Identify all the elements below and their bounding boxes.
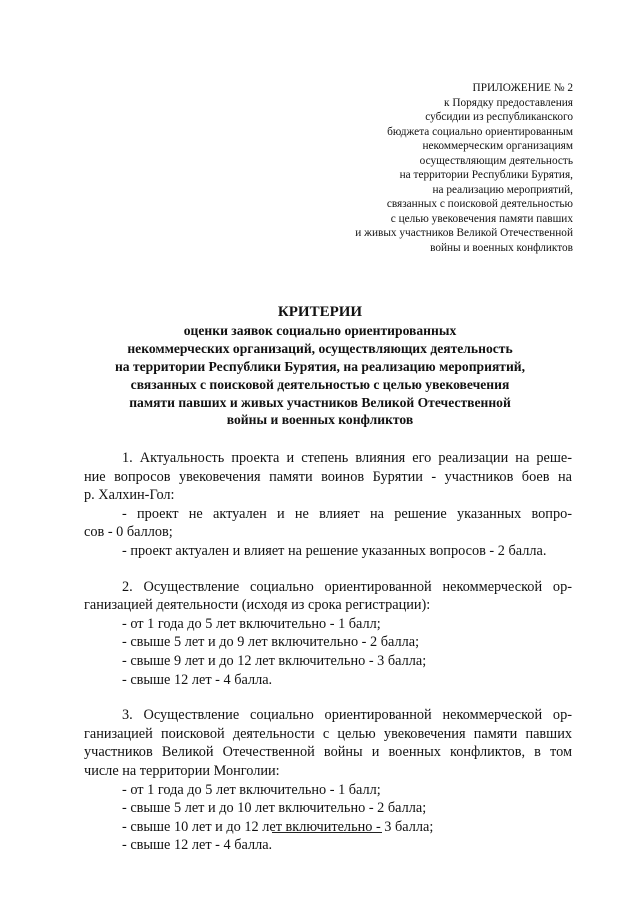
criterion-option: - свыше 5 лет и до 10 лет включительно - 2 балла; bbox=[122, 800, 427, 817]
criterion-text: ние вопросов увековечения памяти воинов Бурятии - участников боев на bbox=[84, 468, 572, 485]
appendix-title: ПРИЛОЖЕНИЕ № 2 bbox=[472, 82, 573, 94]
appendix-header bbox=[253, 81, 573, 255]
document-title bbox=[60, 304, 580, 429]
appendix-line: с целью увековечения памяти павших bbox=[390, 212, 573, 225]
criterion-option: - от 1 года до 5 лет включительно - 1 балл; bbox=[122, 781, 381, 798]
criterion-option: - свыше 5 лет и до 9 лет включительно - 2 балла; bbox=[122, 634, 420, 651]
criterion-text: 2. Осуществление социально ориентированной некоммерческой ор- bbox=[122, 578, 572, 595]
title-line: войны и военных конфликтов bbox=[226, 412, 414, 428]
criterion-text: р. Халхин-Гол: bbox=[84, 487, 175, 504]
appendix-line: на территории Республики Бурятия, bbox=[399, 169, 573, 181]
criterion-option: - от 1 года до 5 лет включительно - 1 балл; bbox=[122, 615, 381, 632]
criterion-text: числе на территории Монголии: bbox=[84, 762, 280, 779]
criterion-option: - проект актуален и влияет на решение указанных вопросов - 2 балла. bbox=[122, 542, 547, 559]
criterion-text: участников Великой Отечественной войны и военных конфликтов, в том bbox=[84, 744, 572, 761]
appendix-line: на реализацию мероприятий, bbox=[432, 183, 573, 196]
criterion-option: - свыше 12 лет - 4 балла. bbox=[122, 837, 273, 854]
title-line: некоммерческих организаций, осуществляющих деятельность bbox=[127, 340, 513, 356]
appendix-line: и живых участников Великой Отечественной bbox=[355, 227, 573, 239]
title-line: на территории Республики Бурятия, на реализацию мероприятий, bbox=[114, 358, 526, 374]
title-line: памяти павших и живых участников Великой Отечественной bbox=[129, 394, 511, 410]
criterion-text: 1. Актуальность проекта и степень влияния его реализации на реше- bbox=[122, 450, 572, 466]
criterion-1 bbox=[84, 449, 572, 561]
criterion-option: - свыше 12 лет - 4 балла. bbox=[122, 671, 273, 688]
title-line: связанных с поисковой деятельностью с целью увековечения bbox=[130, 376, 510, 392]
end-divider bbox=[272, 832, 382, 833]
criterion-option-continuation: сов - 0 баллов; bbox=[84, 524, 173, 541]
criterion-text: ганизацией поисковой деятельности с целью увековечения памяти павших bbox=[84, 725, 572, 742]
appendix-line: войны и военных конфликтов bbox=[430, 241, 573, 254]
appendix-line: некоммерческим организациям bbox=[422, 140, 573, 152]
appendix-line: субсидии из республиканского bbox=[425, 111, 573, 123]
appendix-line: связанных с поисковой деятельностью bbox=[386, 198, 573, 210]
criterion-2 bbox=[84, 578, 572, 690]
appendix-line: бюджета социально ориентированным bbox=[387, 125, 573, 138]
title-heading: КРИТЕРИИ bbox=[277, 304, 363, 320]
criterion-option: - проект не актуален и не влияет на решение указанных вопро- bbox=[122, 505, 572, 522]
criterion-option: - свыше 9 лет и до 12 лет включительно - 3 балла; bbox=[122, 652, 427, 669]
criterion-text: ганизацией деятельности (исходя из срока регистрации): bbox=[84, 597, 431, 614]
criterion-option: - свыше 10 лет и до 12 лет включительно - 3 балла; bbox=[122, 818, 434, 835]
title-line: оценки заявок социально ориентированных bbox=[183, 322, 457, 338]
criteria-list bbox=[84, 449, 572, 872]
appendix-line: осуществляющим деятельность bbox=[419, 154, 573, 167]
criterion-text: 3. Осуществление социально ориентированной некоммерческой ор- bbox=[122, 707, 572, 724]
appendix-line: к Порядку предоставления bbox=[444, 96, 573, 109]
